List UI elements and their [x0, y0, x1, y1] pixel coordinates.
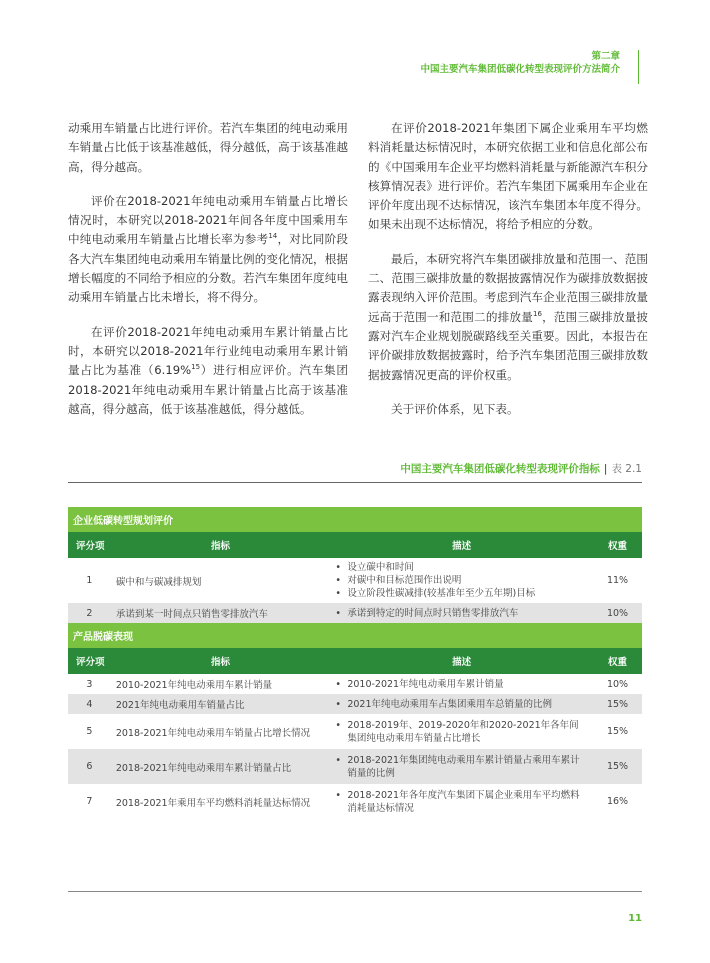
col-header-no: 评分项: [68, 648, 111, 674]
description-list: [335, 607, 588, 620]
description-item: • 2010-2021年纯电动乘用车累计销量: [335, 678, 588, 691]
row-description: [330, 714, 593, 749]
description-list: [335, 789, 588, 815]
row-number: 3: [68, 674, 111, 694]
row-indicator: 2021年纯电动乘用车销量占比: [111, 694, 331, 714]
row-weight: 15%: [593, 714, 642, 749]
row-description: [330, 784, 593, 819]
description-list: [335, 719, 588, 745]
col-header-weight: 权重: [593, 532, 642, 558]
caption-separator: |: [603, 463, 608, 475]
right-paragraph-1: 在评价2018-2021年集团下属企业乘用车平均燃料消耗量达标情况时，本研究依据工业和信息化部公布的《中国乘用车企业平均燃料消耗量与新能源汽车积分核算情况表》进行评价。若汽车集团下属乘用车企业在评价年度出现不达标情况，该汽车集团本年度不得分。如果未出现不达标情况，将给予相应的分数。: [368, 121, 648, 232]
footnote-ref: 14: [268, 232, 278, 241]
page-number: 11: [628, 913, 642, 924]
header-divider: [638, 50, 639, 84]
description-item: • 设立碳中和时间: [335, 561, 588, 574]
section-title: 企业低碳转型规划评价: [68, 507, 642, 532]
section-title: 产品脱碳表现: [68, 623, 642, 648]
row-indicator: 2018-2021年乘用车平均燃料消耗量达标情况: [111, 784, 331, 819]
left-paragraph-3: 在评价2018-2021年纯电动乘用车累计销量占比时，本研究以2018-2021年行业纯电动乘用车累计销量占比为基准（6.19%$^{15}$）进行相应评价。汽车集团2018-2021年纯电动乘用车累计销量占比高于该基准越高，得分越高，低于该基准越低，得分越低。: [68, 324, 348, 416]
col-header-no: 评分项: [68, 532, 111, 558]
left-text-column: [68, 119, 348, 434]
row-weight: 15%: [593, 749, 642, 784]
row-description: [330, 674, 593, 694]
description-list: [335, 698, 588, 711]
row-number: 4: [68, 694, 111, 714]
table-section-row: [68, 507, 642, 532]
row-indicator: 2010-2021年纯电动乘用车累计销量: [111, 674, 331, 694]
table-caption-rule: [68, 482, 642, 483]
footnote-ref: 15: [191, 363, 201, 372]
table-section-row: [68, 623, 642, 648]
right-text-column: [368, 119, 648, 434]
table-title: 中国主要汽车集团低碳化转型表现评价指标: [400, 463, 600, 475]
footnote-ref: 16: [533, 309, 542, 318]
right-paragraph-3: 关于评价体系，见下表。: [391, 401, 519, 416]
chapter-label: 第二章: [591, 51, 620, 62]
table-header-row: [68, 648, 642, 674]
description-item: • 设立阶段性碳减排(较基准年至少五年期)目标: [335, 587, 588, 600]
row-description: [330, 749, 593, 784]
description-item: • 对碳中和目标范围作出说明: [335, 574, 588, 587]
table-row: [68, 558, 642, 603]
table-number: 表 2.1: [611, 463, 642, 475]
left-paragraph-2: 评价在2018-2021年纯电动乘用车销量占比增长情况时，本研究以2018-2021年间各年度中国乘用车中纯电动乘用车销量占比增长率为参考$^{14}$，对比同阶段各大汽车集团纯电动乘用车销量比例的变化情况，根据增长幅度的不同给予相应的分数。若汽车集团年度纯电动乘用车销量占比未增长，将不得分。: [68, 193, 348, 305]
row-description: [330, 603, 593, 623]
row-weight: 10%: [593, 674, 642, 694]
description-item: • 承诺到特定的时间点时只销售零排放汽车: [335, 607, 588, 620]
footer-rule: [68, 891, 642, 892]
row-weight: 10%: [593, 603, 642, 623]
table-row: [68, 694, 642, 714]
description-list: [335, 561, 588, 600]
evaluation-table: [68, 507, 642, 819]
col-header-indicator: 指标: [111, 648, 331, 674]
table-row: [68, 674, 642, 694]
chapter-subtitle: 中国主要汽车集团低碳化转型表现评价方法简介: [420, 64, 620, 75]
table-row: [68, 714, 642, 749]
table-caption: [68, 461, 642, 477]
left-paragraph-1: 动乘用车销量占比进行评价。若汽车集团的纯电动乘用车销量占比低于该基准越低，得分越低，高于该基准越高，得分越高。: [68, 121, 348, 174]
row-description: [330, 558, 593, 603]
description-list: [335, 754, 588, 780]
table-row: [68, 749, 642, 784]
row-weight: 11%: [593, 558, 642, 603]
row-number: 2: [68, 603, 111, 623]
description-item: • 2018-2021年集团纯电动乘用车累计销量占乘用车累计销量的比例: [335, 754, 588, 780]
row-number: 5: [68, 714, 111, 749]
row-indicator: 承诺到某一时间点只销售零排放汽车: [111, 603, 331, 623]
row-number: 7: [68, 784, 111, 819]
col-header-indicator: 指标: [111, 532, 331, 558]
right-paragraph-2: 最后，本研究将汽车集团碳排放量和范围一、范围二、范围三碳排放量的数据披露情况作为碳排放数据披露表现纳入评价范围。考虑到汽车企业范围三碳排放量远高于范围一和范围二的排放量$^{16}$，范围三碳排放量披露对汽车企业规划脱碳路线至关重要。因此，本报告在评价碳排放数据披露时，给予汽车集团范围三碳排放数据披露情况更高的评价权重。: [368, 251, 648, 382]
description-item: • 2021年纯电动乘用车占集团乘用车总销量的比例: [335, 698, 588, 711]
table-header-row: [68, 532, 642, 558]
col-header-desc: 描述: [330, 648, 593, 674]
description-list: [335, 678, 588, 691]
description-item: • 2018-2021年各年度汽车集团下属企业乘用车平均燃料消耗量达标情况: [335, 789, 588, 815]
table-row: [68, 784, 642, 819]
col-header-desc: 描述: [330, 532, 593, 558]
row-number: 6: [68, 749, 111, 784]
row-indicator: 2018-2021年纯电动乘用车销量占比增长情况: [111, 714, 331, 749]
row-weight: 16%: [593, 784, 642, 819]
row-number: 1: [68, 558, 111, 603]
row-description: [330, 694, 593, 714]
row-indicator: 2018-2021年纯电动乘用车累计销量占比: [111, 749, 331, 784]
description-item: • 2018-2019年、2019-2020年和2020-2021年各年间集团纯电动乘用车销量占比增长: [335, 719, 588, 745]
row-indicator: 碳中和与碳减排规划: [111, 558, 331, 603]
row-weight: 15%: [593, 694, 642, 714]
table-row: [68, 603, 642, 623]
chapter-header: [420, 50, 620, 76]
col-header-weight: 权重: [593, 648, 642, 674]
